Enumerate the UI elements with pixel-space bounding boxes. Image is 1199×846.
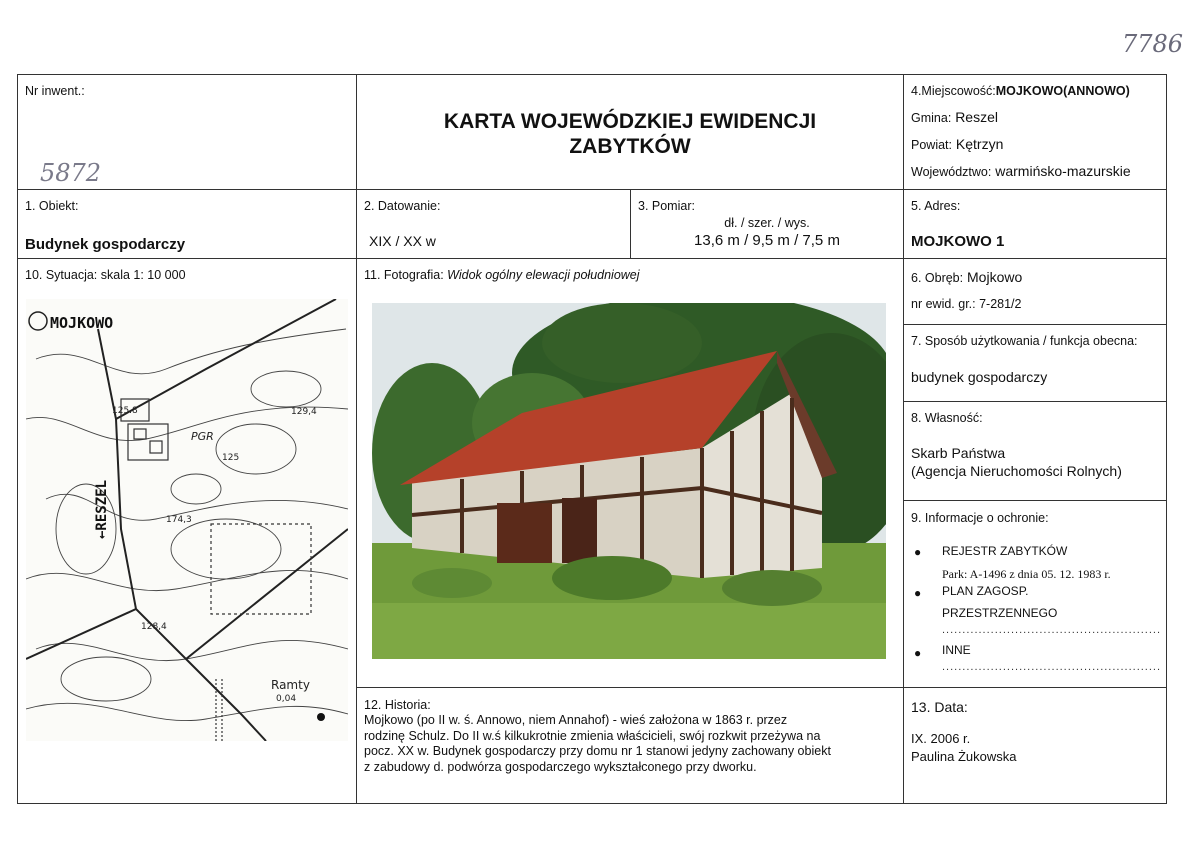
title-line-1: KARTA WOJEWÓDZKIEJ EWIDENCJI — [443, 110, 817, 133]
inventory-handwritten: 5872 — [40, 159, 102, 187]
dating-cell — [356, 189, 631, 259]
powiat-line — [911, 136, 1003, 152]
date-author: Paulina Żukowska — [911, 749, 1017, 764]
usage-label: 7. Sposób użytkowania / funkcja obecna: — [911, 334, 1138, 348]
history-label: 12. Historia: — [364, 698, 431, 712]
protection-dots-2: ...................................................... — [942, 661, 1162, 673]
woj-line — [911, 163, 1131, 179]
history-line-3: pocz. XX w. Budynek gospodarczy przy domu nr 1 stanowi jedyny zachowany obiekt — [364, 744, 831, 758]
map-road-label: ←RESZEL — [94, 479, 110, 539]
history-line-1: Mojkowo (po II w. ś. Annowo, niem Annahof) - wieś założona w 1863 r. przez — [364, 713, 788, 727]
address-label: 5. Adres: — [911, 199, 961, 213]
inventory-label: Nr inwent.: — [25, 84, 85, 98]
title-line-2: ZABYTKÓW — [569, 135, 691, 158]
protection-item-2b: PRZESTRZENNEGO — [942, 606, 1058, 620]
protection-item-3: INNE — [942, 643, 971, 657]
dating-label: 2. Datowanie: — [364, 199, 441, 213]
powiat-value: Kętrzyn — [955, 136, 1004, 152]
protection-item-1-note: Park: A-1496 z dnia 05. 12. 1983 r. — [942, 567, 1111, 581]
location-cell — [903, 74, 1167, 190]
gmina-line — [911, 109, 998, 125]
precinct-value: Mojkowo — [967, 269, 1023, 285]
situation-label: 10. Sytuacja: skala 1: 10 000 — [25, 268, 186, 282]
dating-value: XIX / XX w — [369, 233, 436, 249]
ownership-label: 8. Własność: — [911, 411, 983, 425]
bullet-icon: ● — [914, 646, 922, 660]
photo-label: 11. Fotografia: — [364, 268, 444, 282]
bullet-icon: ● — [914, 586, 922, 600]
history-line-2: rodzinę Schulz. Do II w.ś kilkukrotnie zmienia właścicieli, swój rozkwit przeżywa na — [364, 728, 821, 743]
map-elev-2: 125 — [222, 453, 240, 463]
photo-label-line — [364, 268, 640, 282]
date-cell — [903, 687, 1167, 804]
precinct-line — [911, 269, 1022, 285]
measure-label: 3. Pomiar: — [638, 199, 695, 213]
object-value: Budynek gospodarczy — [25, 236, 186, 253]
photo-cell — [356, 258, 904, 688]
building-photo — [372, 303, 886, 659]
date-value: IX. 2006 r. — [911, 731, 971, 746]
ownership-line-2: (Agencja Nieruchomości Rolnych) — [911, 463, 1122, 479]
location-line — [911, 84, 1130, 98]
map-elev-3: 129,4 — [291, 407, 317, 417]
protection-cell — [903, 500, 1167, 688]
woj-value: warmińsko-mazurskie — [995, 163, 1131, 179]
location-value: MOJKOWO(ANNOWO) — [995, 84, 1130, 98]
title-cell — [356, 74, 904, 190]
gmina-value: Reszel — [955, 109, 998, 125]
ownership-cell — [903, 401, 1167, 501]
bullet-icon: ● — [914, 545, 922, 559]
inventory-cell — [17, 74, 357, 190]
precinct-cell — [903, 258, 1167, 325]
woj-label: Województwo: — [911, 165, 992, 179]
usage-value: budynek gospodarczy — [911, 369, 1048, 385]
address-cell — [903, 189, 1167, 259]
powiat-label: Powiat: — [911, 138, 952, 152]
corner-number: 7786 — [1122, 30, 1184, 58]
object-cell — [17, 189, 357, 259]
history-cell — [356, 687, 904, 804]
page-title — [357, 109, 903, 159]
situation-map — [26, 299, 348, 741]
map-hamlet: Ramty — [271, 678, 310, 692]
object-label: 1. Obiekt: — [25, 199, 79, 213]
measure-cell — [630, 189, 904, 259]
map-elev-4: 174,3 — [166, 515, 192, 525]
location-label: 4.Miejscowość: — [911, 84, 996, 98]
map-farm: PGR — [191, 430, 214, 443]
map-elev-1: 125.8 — [112, 406, 138, 416]
usage-cell — [903, 324, 1167, 402]
map-village-label: MOJKOWO — [50, 314, 114, 332]
history-line-4: z zabudowy d. podwórza gospodarczego wykształconego przy dworku. — [364, 759, 757, 774]
measure-units: dł. / szer. / wys. — [724, 216, 810, 230]
date-label: 13. Data: — [911, 699, 968, 715]
protection-label: 9. Informacje o ochronie: — [911, 511, 1049, 525]
ownership-line-1: Skarb Państwa — [911, 445, 1006, 461]
protection-item-2a: PLAN ZAGOSP. — [942, 584, 1029, 598]
gmina-label: Gmina: — [911, 111, 952, 125]
protection-dots-1: ...................................................... — [942, 624, 1162, 636]
protection-item-1: REJESTR ZABYTKÓW — [942, 544, 1068, 558]
map-elev-5: 128,4 — [141, 622, 167, 632]
address-value: MOJKOWO 1 — [911, 233, 1005, 250]
photo-caption: Widok ogólny elewacji południowej — [447, 268, 640, 282]
map-hamlet-sub: 0,04 — [276, 694, 297, 704]
history-text — [364, 713, 831, 775]
measure-value: 13,6 m / 9,5 m / 7,5 m — [694, 232, 840, 249]
situation-cell — [17, 258, 357, 804]
parcel-number: nr ewid. gr.: 7-281/2 — [911, 297, 1022, 311]
precinct-label: 6. Obręb: — [911, 271, 964, 285]
